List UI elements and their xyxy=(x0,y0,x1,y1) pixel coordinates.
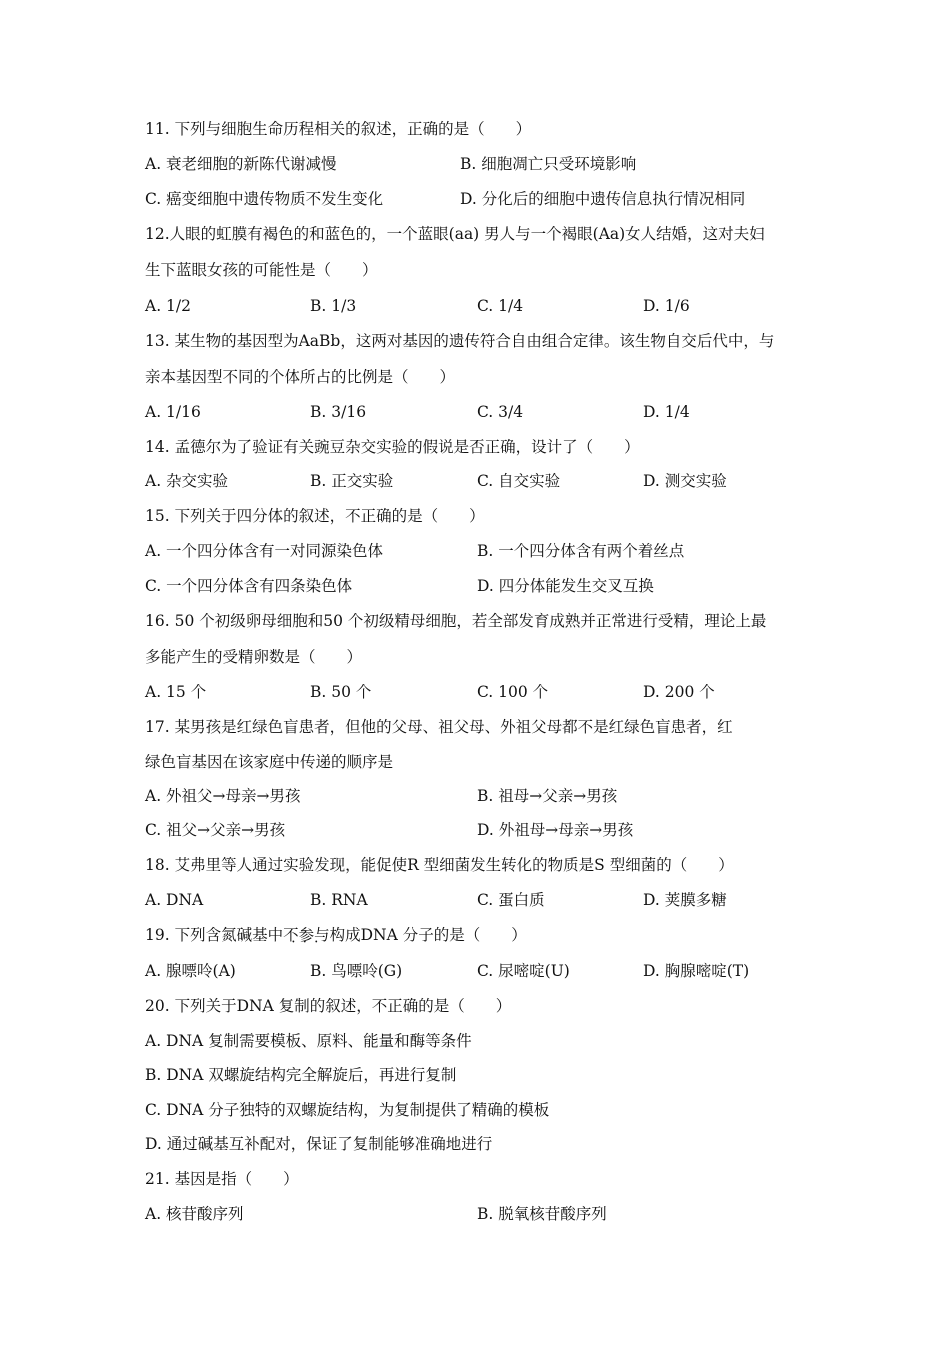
q21-stem: 21. 基因是指（ ） xyxy=(145,1170,299,1188)
q19-option-b: B. 鸟嘌呤(G) xyxy=(310,962,403,980)
q13-option-d: D. 1/4 xyxy=(643,403,690,421)
q11-stem: 11. 下列与细胞生命历程相关的叙述，正确的是（ ） xyxy=(145,120,532,138)
q15-option-d: D. 四分体能发生交叉互换 xyxy=(477,577,654,595)
q20-option-a: A. DNA 复制需要模板、原料、能量和酶等条件 xyxy=(145,1032,472,1050)
q11-option-b: B. 细胞凋亡只受环境影响 xyxy=(460,155,637,173)
q17-option-b: B. 祖母→父亲→男孩 xyxy=(477,787,618,805)
q14-stem: 14. 孟德尔为了验证有关豌豆杂交实验的假说是否正确，设计了（ ） xyxy=(145,438,640,456)
q11-option-d: D. 分化后的细胞中遗传信息执行情况相同 xyxy=(460,190,746,208)
q17-stem-line1: 17. 某男孩是红绿色盲患者，但他的父母、祖父母、外祖父母都不是红绿色盲患者，红 xyxy=(145,718,733,736)
q18-option-b: B. RNA xyxy=(310,891,368,909)
q12-option-b: B. 1/3 xyxy=(310,297,357,315)
q12-option-d: D. 1/6 xyxy=(643,297,690,315)
q11-option-c: C. 癌变细胞中遗传物质不发生变化 xyxy=(145,190,384,208)
q18-option-c: C. 蛋白质 xyxy=(477,891,545,909)
q13-option-b: B. 3/16 xyxy=(310,403,367,421)
q13-option-c: C. 3/4 xyxy=(477,403,524,421)
q16-option-d: D. 200 个 xyxy=(643,683,715,701)
q16-stem-line2: 多能产生的受精卵数是（ ） xyxy=(145,648,363,666)
q12-option-c: C. 1/4 xyxy=(477,297,524,315)
q16-stem-line1: 16. 50 个初级卵母细胞和50 个初级精母细胞，若全部发育成熟并正常进行受精，理论上最 xyxy=(145,612,767,630)
q20-option-d: D. 通过碱基互补配对，保证了复制能够准确地进行 xyxy=(145,1135,493,1153)
q18-option-a: A. DNA xyxy=(145,891,204,909)
q13-option-a: A. 1/16 xyxy=(145,403,201,421)
q14-option-c: C. 自交实验 xyxy=(477,472,561,490)
q12-option-a: A. 1/2 xyxy=(145,297,191,315)
q11-option-a: A. 衰老细胞的新陈代谢减慢 xyxy=(145,155,337,173)
q16-option-a: A. 15 个 xyxy=(145,683,207,701)
q14-option-a: A. 杂交实验 xyxy=(145,472,229,490)
q19-option-a: A. 腺嘌呤(A) xyxy=(145,962,236,980)
q19-option-c: C. 尿嘧啶(U) xyxy=(477,962,570,980)
q16-option-c: C. 100 个 xyxy=(477,683,549,701)
q19-stem-after: 构成DNA 分子的是（ ） xyxy=(329,926,527,944)
q13-stem-line2: 亲本基因型不同的个体所占的比例是（ ） xyxy=(145,368,456,386)
q15-option-b: B. 一个四分体含有两个着丝点 xyxy=(477,542,685,560)
q20-option-c: C. DNA 分子独特的双螺旋结构，为复制提供了精确的模板 xyxy=(145,1101,550,1119)
q15-option-a: A. 一个四分体含有一对同源染色体 xyxy=(145,542,384,560)
q21-option-b: B. 脱氧核苷酸序列 xyxy=(477,1205,607,1223)
q17-option-a: A. 外祖父→母亲→男孩 xyxy=(145,787,301,805)
q19-stem xyxy=(145,925,527,945)
q14-option-b: B. 正交实验 xyxy=(310,472,394,490)
q18-stem: 18. 艾弗里等人通过实验发现，能促使R 型细菌发生转化的物质是S 型细菌的（ ） xyxy=(145,856,734,874)
q12-stem-line1: 12.人眼的虹膜有褐色的和蓝色的，一个蓝眼(aa) 男人与一个褐眼(Aa)女人结婚，这对夫妇 xyxy=(145,225,765,243)
q20-stem: 20. 下列关于DNA 复制的叙述，不正确的是（ ） xyxy=(145,997,512,1015)
q17-option-d: D. 外祖母→母亲→男孩 xyxy=(477,821,634,839)
q14-option-d: D. 测交实验 xyxy=(643,472,727,490)
q17-stem-line2: 绿色盲基因在该家庭中传递的顺序是 xyxy=(145,753,394,771)
q16-option-b: B. 50 个 xyxy=(310,683,372,701)
q19-stem-emphasis: 不参与 • • • xyxy=(283,926,330,944)
q20-option-b: B. DNA 双螺旋结构完全解旋后，再进行复制 xyxy=(145,1066,457,1084)
q19-option-d: D. 胸腺嘧啶(T) xyxy=(643,962,750,980)
q19-stem-before: 19. 下列含氮碱基中 xyxy=(145,926,284,944)
q13-stem-line1: 13. 某生物的基因型为AaBb，这两对基因的遗传符合自由组合定律。该生物自交后代中，与 xyxy=(145,332,775,350)
q18-option-d: D. 荚膜多糖 xyxy=(643,891,727,909)
q15-stem: 15. 下列关于四分体的叙述，不正确的是（ ） xyxy=(145,507,485,525)
q15-option-c: C. 一个四分体含有四条染色体 xyxy=(145,577,353,595)
q12-stem-line2: 生下蓝眼女孩的可能性是（ ） xyxy=(145,261,378,279)
q21-option-a: A. 核苷酸序列 xyxy=(145,1205,244,1223)
q17-option-c: C. 祖父→父亲→男孩 xyxy=(145,821,286,839)
